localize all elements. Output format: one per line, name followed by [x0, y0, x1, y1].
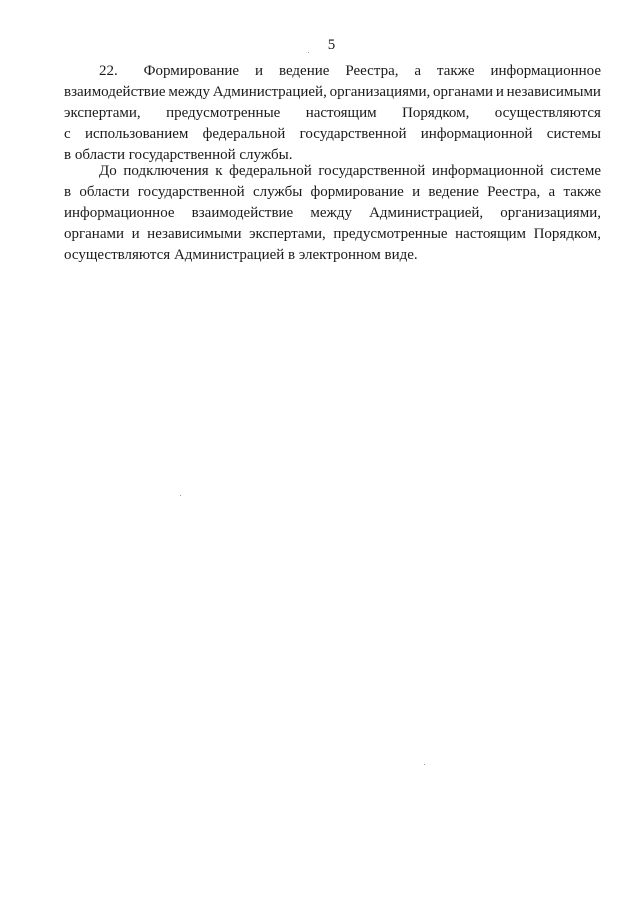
- word: организациями,: [500, 205, 601, 221]
- word: информационной: [431, 163, 544, 179]
- clause-number: 22.: [99, 63, 118, 79]
- word: службы: [252, 184, 303, 200]
- word: экспертами,: [249, 226, 326, 242]
- word: независимыми: [147, 226, 242, 242]
- word: организациями,: [329, 84, 431, 100]
- paragraph-transition: [64, 161, 601, 266]
- word: между: [168, 84, 210, 100]
- word: к: [215, 163, 223, 179]
- word: также: [437, 63, 475, 79]
- word: До: [99, 163, 117, 179]
- word: а: [414, 63, 422, 79]
- scan-speck: [180, 495, 181, 496]
- paragraph-line: [64, 61, 601, 82]
- word: осуществляются: [494, 105, 601, 121]
- paragraph-line: [64, 82, 601, 103]
- word: Администрацией,: [369, 205, 484, 221]
- paragraph-last-line: в области государственной службы.: [64, 147, 293, 163]
- word: федеральной: [229, 163, 312, 179]
- word: органами: [433, 84, 494, 100]
- word: ведение: [278, 63, 330, 79]
- word: информационной: [420, 126, 533, 142]
- word: Формирование: [143, 63, 240, 79]
- word: федеральной: [202, 126, 286, 142]
- word: также: [563, 184, 601, 200]
- word: использованием: [84, 126, 189, 142]
- word: Порядком,: [533, 226, 601, 242]
- word: независимыми: [506, 84, 601, 100]
- word: государственной: [318, 163, 426, 179]
- paragraph-line: [64, 182, 601, 203]
- paragraph-line: [64, 124, 601, 145]
- word: формирование: [310, 184, 404, 200]
- word: государственной: [299, 126, 407, 142]
- word: экспертами,: [64, 105, 141, 121]
- word: а: [548, 184, 556, 200]
- paragraph-line: [64, 161, 601, 182]
- word: предусмотренные: [333, 226, 448, 242]
- scan-speck: [308, 52, 309, 53]
- word: информационное: [64, 205, 175, 221]
- word: Администрацией,: [212, 84, 327, 100]
- word: и: [412, 184, 421, 200]
- word: и: [131, 226, 140, 242]
- word: информационное: [490, 63, 601, 79]
- word: настоящим: [455, 226, 527, 242]
- page-number: 5: [327, 37, 336, 53]
- word: Реестра,: [487, 184, 541, 200]
- word: предусмотренные: [166, 105, 281, 121]
- word: в: [64, 184, 72, 200]
- paragraph-22: [64, 61, 601, 166]
- word: и: [255, 63, 264, 79]
- word: системы: [546, 126, 601, 142]
- word: ведение: [428, 184, 479, 200]
- word: взаимодействие: [64, 84, 166, 100]
- word: государственной: [137, 184, 245, 200]
- word: органами: [64, 226, 125, 242]
- word: и: [495, 84, 504, 100]
- scan-speck: [424, 764, 425, 765]
- word: Порядком,: [402, 105, 470, 121]
- word: между: [310, 205, 352, 221]
- word: подключения: [123, 163, 209, 179]
- word: настоящим: [305, 105, 377, 121]
- word: взаимодействие: [191, 205, 294, 221]
- paragraph-line: [64, 203, 601, 224]
- word: области: [79, 184, 130, 200]
- paragraph-line: [64, 224, 601, 245]
- paragraph-line: [64, 103, 601, 124]
- word: с: [64, 126, 71, 142]
- paragraph-last-line: осуществляются Администрацией в электронном виде.: [64, 247, 418, 263]
- word: системе: [550, 163, 601, 179]
- word: Реестра,: [345, 63, 399, 79]
